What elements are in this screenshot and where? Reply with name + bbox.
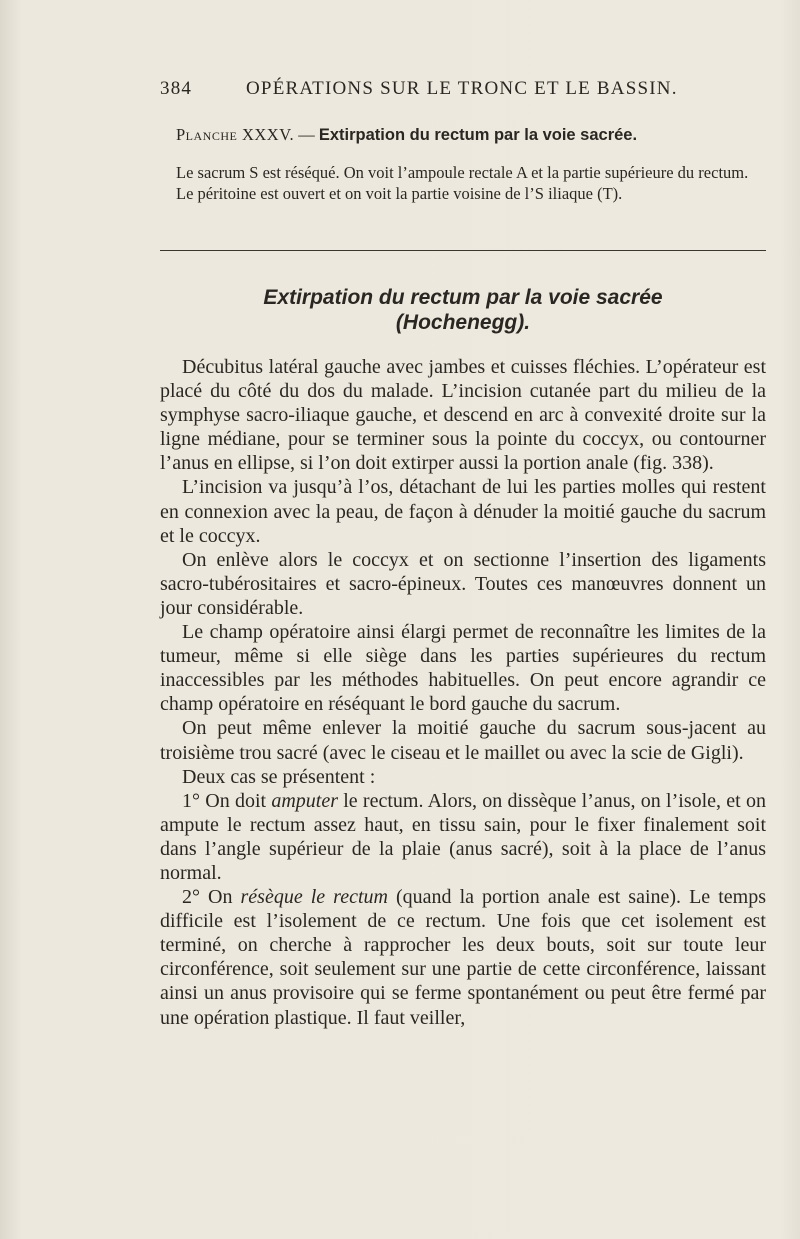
paragraph-6: Deux cas se présentent : <box>182 765 376 788</box>
p7-text: le rectum. Alors, on dissèque l’anus, on l’isole, et on ampute le rectum assez haut, en tissu sain, pour le fixer finalement soit dans l’angle supérieur de la plaie (anus sacré), soit à la place de l’anus normal. <box>160 789 766 884</box>
paragraph-1: Décubitus latéral gauche avec jambes et cuisses fléchies. L’opérateur est placé du côté du dos du malade. L’incision cutanée part du milieu de la symphyse sacro-iliaque gauche, et descend en arc à convexité droite sur la ligne médiane, pour se terminer sous la pointe du coccyx, ou contourner l’anus en ellipse, si l’on doit extirper aussi la portion anale (fig. 338). <box>160 356 766 475</box>
paragraph-4: Le champ opératoire ainsi élargi permet de reconnaître les limites de la tumeur, même si elle siège dans les parties supérieures du rectum inaccessibles par les méthodes habituelles. On peut encore agrandir ce champ opératoire en réséquant le bord gauche du sacrum. <box>160 621 766 716</box>
caption-line-2: Le péritoine est ouvert et on voit la partie voisine de l’S iliaque (T). <box>176 184 623 203</box>
paragraph-2: L’incision va jusqu’à l’os, détachant de lui les parties molles qui restent en connexion avec la peau, de façon à dénuder la moitié gauche du sacrum et le coccyx. <box>160 476 766 547</box>
paragraph-3: On enlève alors le coccyx et on sectionne l’insertion des ligaments sacro-tubérositaires et sacro-épineux. Toutes ces manœuvres donnent un jour considérable. <box>160 548 766 619</box>
paragraph-7 <box>160 789 766 885</box>
caption-dash: — <box>294 125 319 144</box>
caption-title: Extirpation du rectum par la voie sacrée. <box>318 126 638 144</box>
caption-line-1: Le sacrum S est réséqué. On voit l’ampoule rectale A et la partie supérieure du rectum. <box>176 163 749 182</box>
paragraph-5: On peut même enlever la moitié gauche du sacrum sous-jacent au troisième trou sacré (avec le ciseau et le maillet ou avec la scie de Gigli). <box>160 717 766 764</box>
p7-number: 1° On doit <box>182 789 272 812</box>
p7-emphasis: amputer <box>271 789 338 812</box>
section-title-line-2: (Hochenegg). <box>395 311 531 334</box>
page-number: 384 <box>160 78 193 99</box>
running-header <box>160 78 770 100</box>
plate-caption <box>160 124 765 204</box>
separator-rule <box>160 250 766 251</box>
running-title: OPÉRATIONS SUR LE TRONC ET LE BASSIN. <box>246 78 678 99</box>
p8-text: (quand la portion anale est saine). Le temps difficile est l’isolement de ce rectum. Une fois que cet isolement est terminé, on cherche à rapprocher les deux bouts, soit sur toute leur circonférence, soit seulement sur une partie de cette circonférence, laissant ainsi un anus provisoire qui se ferme spontanément ou peut être fermé par une opération plastique. Il faut veiller, <box>160 886 766 1029</box>
p8-emphasis: résèque le rectum <box>240 886 388 909</box>
paragraph-8 <box>160 885 766 1030</box>
plate-label: Planche XXXV. <box>176 125 295 144</box>
caption-heading <box>160 124 765 146</box>
body-text <box>160 355 766 1030</box>
p8-number: 2° On <box>182 886 241 909</box>
section-title <box>160 285 766 335</box>
section-title-line-1: Extirpation du rectum par la voie sacrée <box>263 286 663 309</box>
